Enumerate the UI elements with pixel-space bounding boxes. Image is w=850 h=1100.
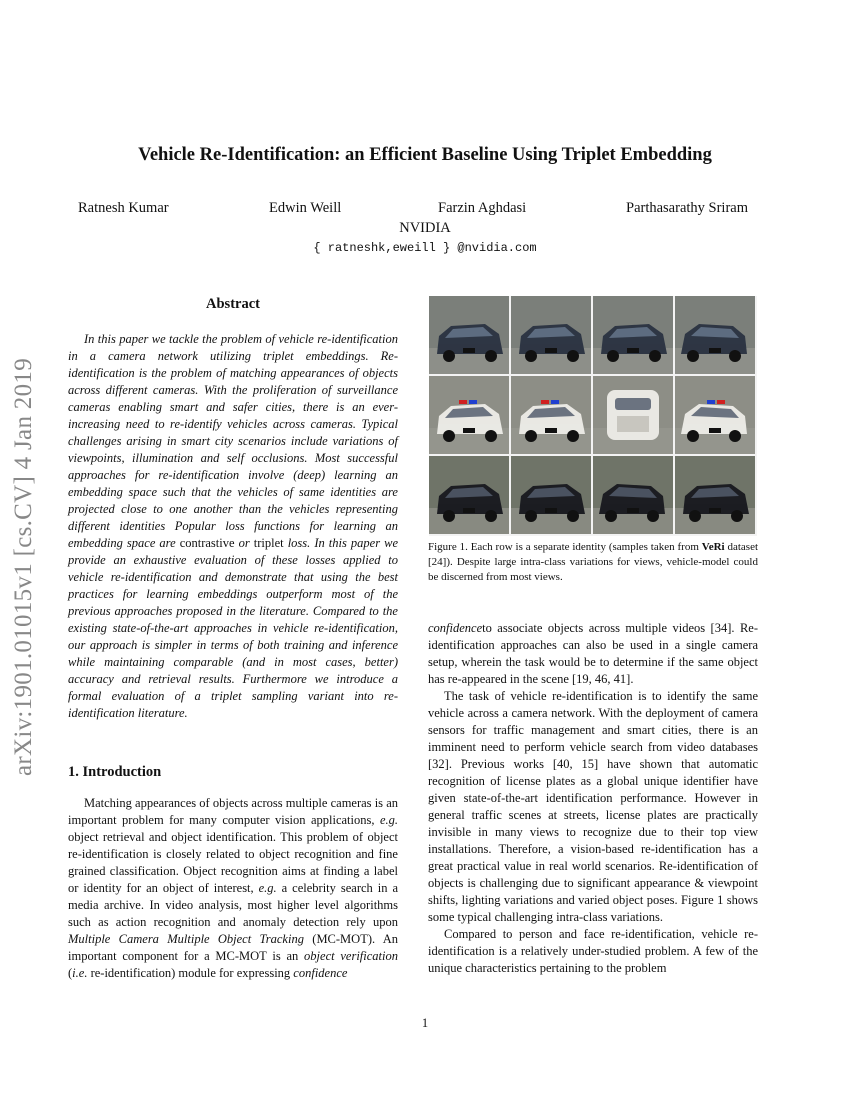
author-name: Farzin Aghdasi xyxy=(438,200,527,216)
vehicle-photo xyxy=(511,456,591,534)
vehicle-photo xyxy=(675,296,755,374)
abstract-text: In this paper we tackle the problem of vehicle re-identification in a camera network utilizing triplet embeddings. Re-identification is the problem of matching appearances of objects across different cameras. With the proliferation of surveillance cameras enabling smart and safer cities, there is an ever-increasing need to re-identify vehicles across cameras. Typical challenges arising in smart city scenarios include variations of viewpoints, illumination and self occlusions. Most successful approaches for re-identification involve (deep) learning an embedding space such that the vehicles of same identities are projected close to one another than the vehicles representing different identities Popular loss functions for learning an embedding space are contrastive or triplet loss. In this paper we provide an exhaustive evaluation of these losses applied to vehicle re-identification and demonstrate that using the best practices for learning embeddings outperform most of the previous approaches proposed in the literature. Compared to the existing state-of-the-art approaches in vehicle re-identification, our approach is simpler in terms of both training and inference while maintaining comparable (and in most cases, better) accuracy and retrieval results. Furthermore we introduce a formal evaluation of a triplet sampling variant into re-identification literature. xyxy=(68,332,399,720)
vehicle-photo xyxy=(593,296,673,374)
vehicle-photo xyxy=(429,456,509,534)
figure-1-caption: Figure 1. Each row is a separate identity (samples taken from VeRi dataset [24]). Despite large intra-class variations for views, vehicle-model could be discerned from most views. xyxy=(428,541,759,583)
introduction-heading: 1. Introduction xyxy=(68,764,162,780)
author-name: Ratnesh Kumar xyxy=(78,200,169,216)
vehicle-photo xyxy=(675,376,755,454)
arxiv-stamp: arXiv:1901.01015v1 [cs.CV] 4 Jan 2019 xyxy=(10,358,37,776)
vehicle-photo xyxy=(511,376,591,454)
page-number: 1 xyxy=(421,1016,429,1030)
author-list xyxy=(60,200,790,222)
author-name: Parthasarathy Sriram xyxy=(626,200,749,216)
author-name: Edwin Weill xyxy=(269,200,342,216)
affiliation: NVIDIA xyxy=(399,220,451,236)
vehicle-photo xyxy=(593,376,673,454)
figure-1-image-grid xyxy=(429,296,757,536)
vehicle-photo xyxy=(429,296,509,374)
vehicle-photo xyxy=(511,296,591,374)
introduction-text-continued: confidenceto associate objects across multiple videos [34]. Re-identification approaches can also be used in a single camera setup, wherein the task would be to determine if the same object has re-appeared in the scene [19, 46, 41]. The task of vehicle re-identification is to identify the same vehicle across a camera network. With the deployment of camera sensors for traffic management and smart cities, there is an imminent need to perform vehicle search from video databases [32]. Previous works [40, 15] have shown that automatic recognition of license plates as a global unique identifier have given state-of-the-art identification performance. However in general traffic scenes at streets, license plates are practically invisible in many views to recognize due to their top view installations. Therefore, a vision-based re-identification has a great practical value in real world scenarios. Re-identification of objects is challenging due to significant appearance & viewpoint shifts, lighting variations and varied object poses. Figure 1 shows some typical challenging intra-class variations. Compared to person and face re-identification, vehicle re-identification is a relatively under-studied problem. A few of the unique characteristics pertaining to the problem xyxy=(428,621,758,975)
author-email: { ratneshk,eweill } @nvidia.com xyxy=(313,241,537,255)
vehicle-photo xyxy=(429,376,509,454)
paper-title: Vehicle Re-Identification: an Efficient Baseline Using Triplet Embedding xyxy=(138,145,712,165)
introduction-text: Matching appearances of objects across multiple cameras is an important problem for many computer vision applications, e.g. object retrieval and object identification. This problem of object re-identification is closely related to object recognition and fine grained classification. Object recognition aims at finding a label or identity for an object of interest, e.g. a celebrity search in a media archive. In video analysis, most higher level algorithms such as action recognition and anomaly detection rely upon Multiple Camera Multiple Object Tracking (MC-MOT). An important component for a MC-MOT is an object verification (i.e. re-identification) module for expressing confidence xyxy=(68,796,399,980)
vehicle-photo xyxy=(593,456,673,534)
vehicle-photo xyxy=(675,456,755,534)
abstract-heading: Abstract xyxy=(206,296,260,312)
